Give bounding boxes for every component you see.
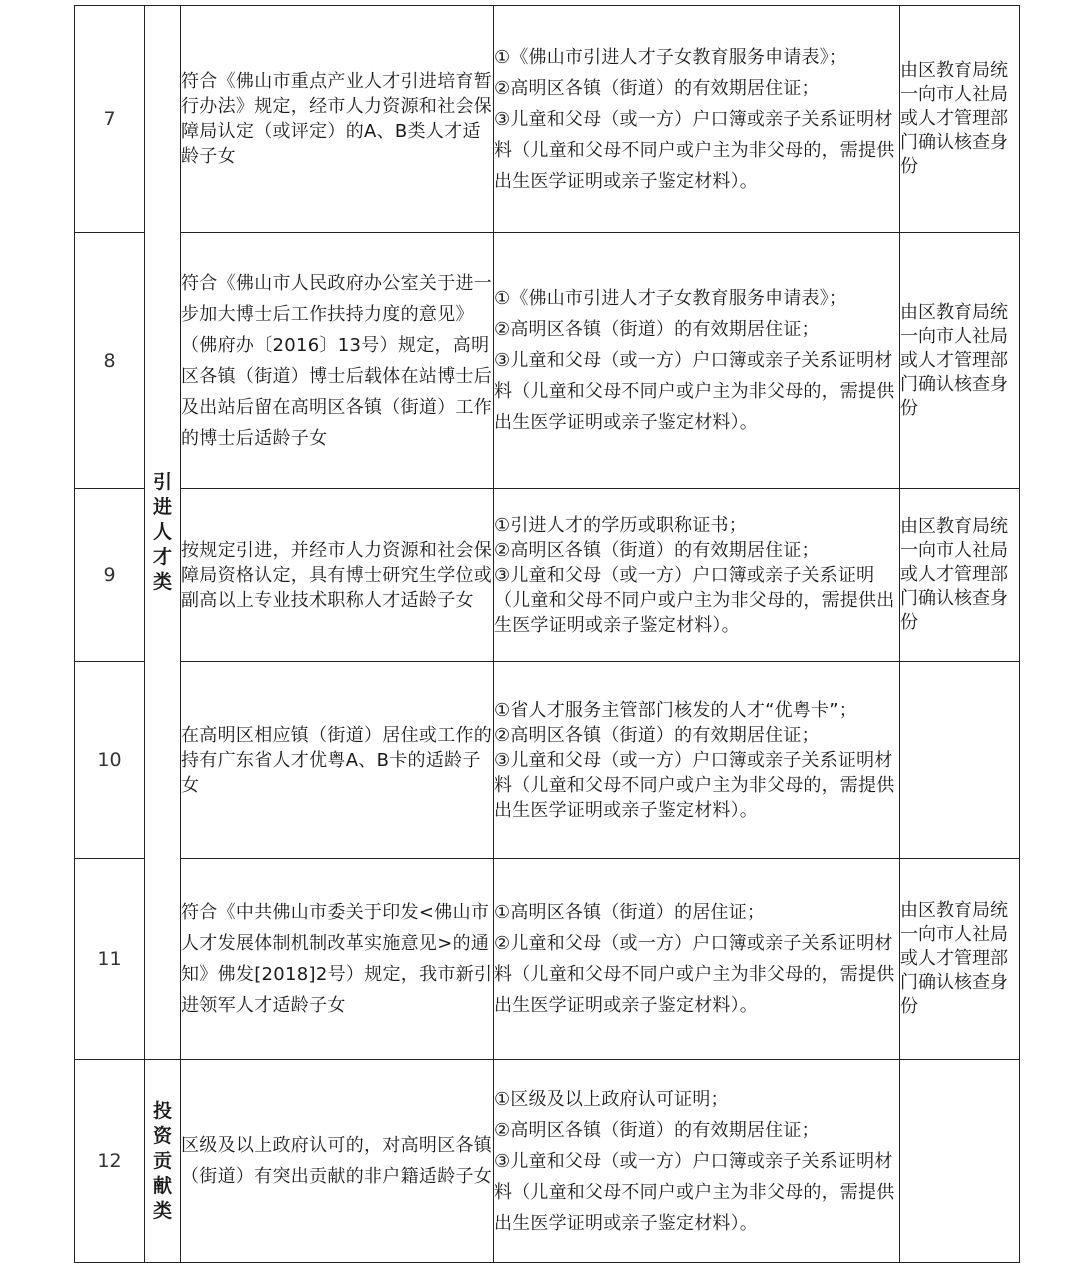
- required-materials: [494, 6, 900, 233]
- verification-method: 由区教育局统一向市人社局或人才管理部门确认核查身份: [900, 6, 1020, 233]
- material-item: ①《佛山市引进人才子女教育服务申请表》；: [494, 46, 848, 68]
- material-item: ①高明区各镇（街道）的居住证；: [494, 902, 766, 923]
- eligibility-condition: 区级及以上政府认可的，对高明区各镇（街道）有突出贡献的非户籍适龄子女: [181, 1060, 494, 1263]
- material-item: ③儿童和父母（或一方）户口簿或亲子关系证明材料（儿童和父母不同户或户主为非父母的，需提供出生医学证明或亲子鉴定材料）。: [494, 108, 895, 192]
- material-item: ②高明区各镇（街道）的有效期居住证；: [494, 539, 820, 561]
- row-number: 8: [75, 233, 145, 489]
- material-item: ①区级及以上政府认可证明；: [494, 1088, 729, 1110]
- eligibility-condition: 按规定引进，并经市人力资源和社会保障局资格认定，具有博士研究生学位或副高以上专业技术职称人才适龄子女: [181, 489, 494, 662]
- eligibility-condition: 符合《佛山市人民政府办公室关于进一步加大博士后工作扶持力度的意见》（佛府办〔2016〕13号）规定，高明区各镇（街道）博士后载体在站博士后及出站后留在高明区各镇（街道）工作的博士后适龄子女: [181, 233, 494, 489]
- material-item: ①《佛山市引进人才子女教育服务申请表》；: [494, 288, 848, 309]
- table-row: [75, 662, 1020, 859]
- material-item: ②高明区各镇（街道）的有效期居住证；: [494, 319, 820, 340]
- table-row: [75, 489, 1020, 662]
- eligibility-condition: 在高明区相应镇（街道）居住或工作的持有广东省人才优粤A、B卡的适龄子女: [181, 662, 494, 859]
- eligibility-condition: 符合《佛山市重点产业人才引进培育暂行办法》规定，经市人力资源和社会保障局认定（或评定）的A、B类人才适龄子女: [181, 6, 494, 233]
- category-investment: 投 资 贡 献 类: [145, 1060, 181, 1263]
- policy-table: [74, 5, 1020, 1263]
- verification-method: 由区教育局统一向市人社局或人才管理部门确认核查身份: [900, 233, 1020, 489]
- material-item: ③儿童和父母（或一方）户口簿或亲子关系证明材料（儿童和父母不同户或户主为非父母的，需提供出生医学证明或亲子鉴定材料）。: [494, 1150, 895, 1234]
- material-item: ③儿童和父母（或一方）户口簿或亲子关系证明材料（儿童和父母不同户或户主为非父母的，需提供出生医学证明或亲子鉴定材料）。: [494, 350, 895, 433]
- required-materials: [494, 233, 900, 489]
- table-row: [75, 1060, 1020, 1263]
- verification-method: 由区教育局统一向市人社局或人才管理部门确认核查身份: [900, 859, 1020, 1060]
- eligibility-condition: 符合《中共佛山市委关于印发<佛山市人才发展体制机制改革实施意见>的通知》佛发[2018]2号）规定，我市新引进领军人才适龄子女: [181, 859, 494, 1060]
- table-row: [75, 233, 1020, 489]
- material-item: ①省人才服务主管部门核发的人才“优粤卡”；: [494, 699, 857, 721]
- material-item: ②高明区各镇（街道）的有效期居住证；: [494, 77, 820, 99]
- material-item: ③儿童和父母（或一方）户口簿或亲子关系证明材料（儿童和父母不同户或户主为非父母的，需提供出生医学证明或亲子鉴定材料）。: [494, 749, 895, 821]
- material-item: ③儿童和父母（或一方）户口簿或亲子关系证明（儿童和父母不同户或户主为非父母的，需提供出生医学证明或亲子鉴定材料）。: [494, 564, 895, 636]
- material-item: ②高明区各镇（街道）的有效期居住证；: [494, 1119, 820, 1141]
- required-materials: [494, 489, 900, 662]
- category-talent: 引 进 人 才 类: [145, 6, 181, 1060]
- verification-method: [900, 662, 1020, 859]
- material-item: ②儿童和父母（或一方）户口簿或亲子关系证明材料（儿童和父母不同户或户主为非父母的，需提供出生医学证明或亲子鉴定材料）。: [494, 933, 895, 1016]
- row-number: 7: [75, 6, 145, 233]
- row-number: 12: [75, 1060, 145, 1263]
- material-item: ①引进人才的学历或职称证书；: [494, 514, 747, 536]
- verification-method: 由区教育局统一向市人社局或人才管理部门确认核查身份: [900, 489, 1020, 662]
- table-row: [75, 859, 1020, 1060]
- verification-method: [900, 1060, 1020, 1263]
- required-materials: [494, 1060, 900, 1263]
- row-number: 11: [75, 859, 145, 1060]
- row-number: 9: [75, 489, 145, 662]
- required-materials: [494, 662, 900, 859]
- required-materials: [494, 859, 900, 1060]
- row-number: 10: [75, 662, 145, 859]
- table-row: [75, 6, 1020, 233]
- material-item: ②高明区各镇（街道）的有效期居住证；: [494, 724, 820, 746]
